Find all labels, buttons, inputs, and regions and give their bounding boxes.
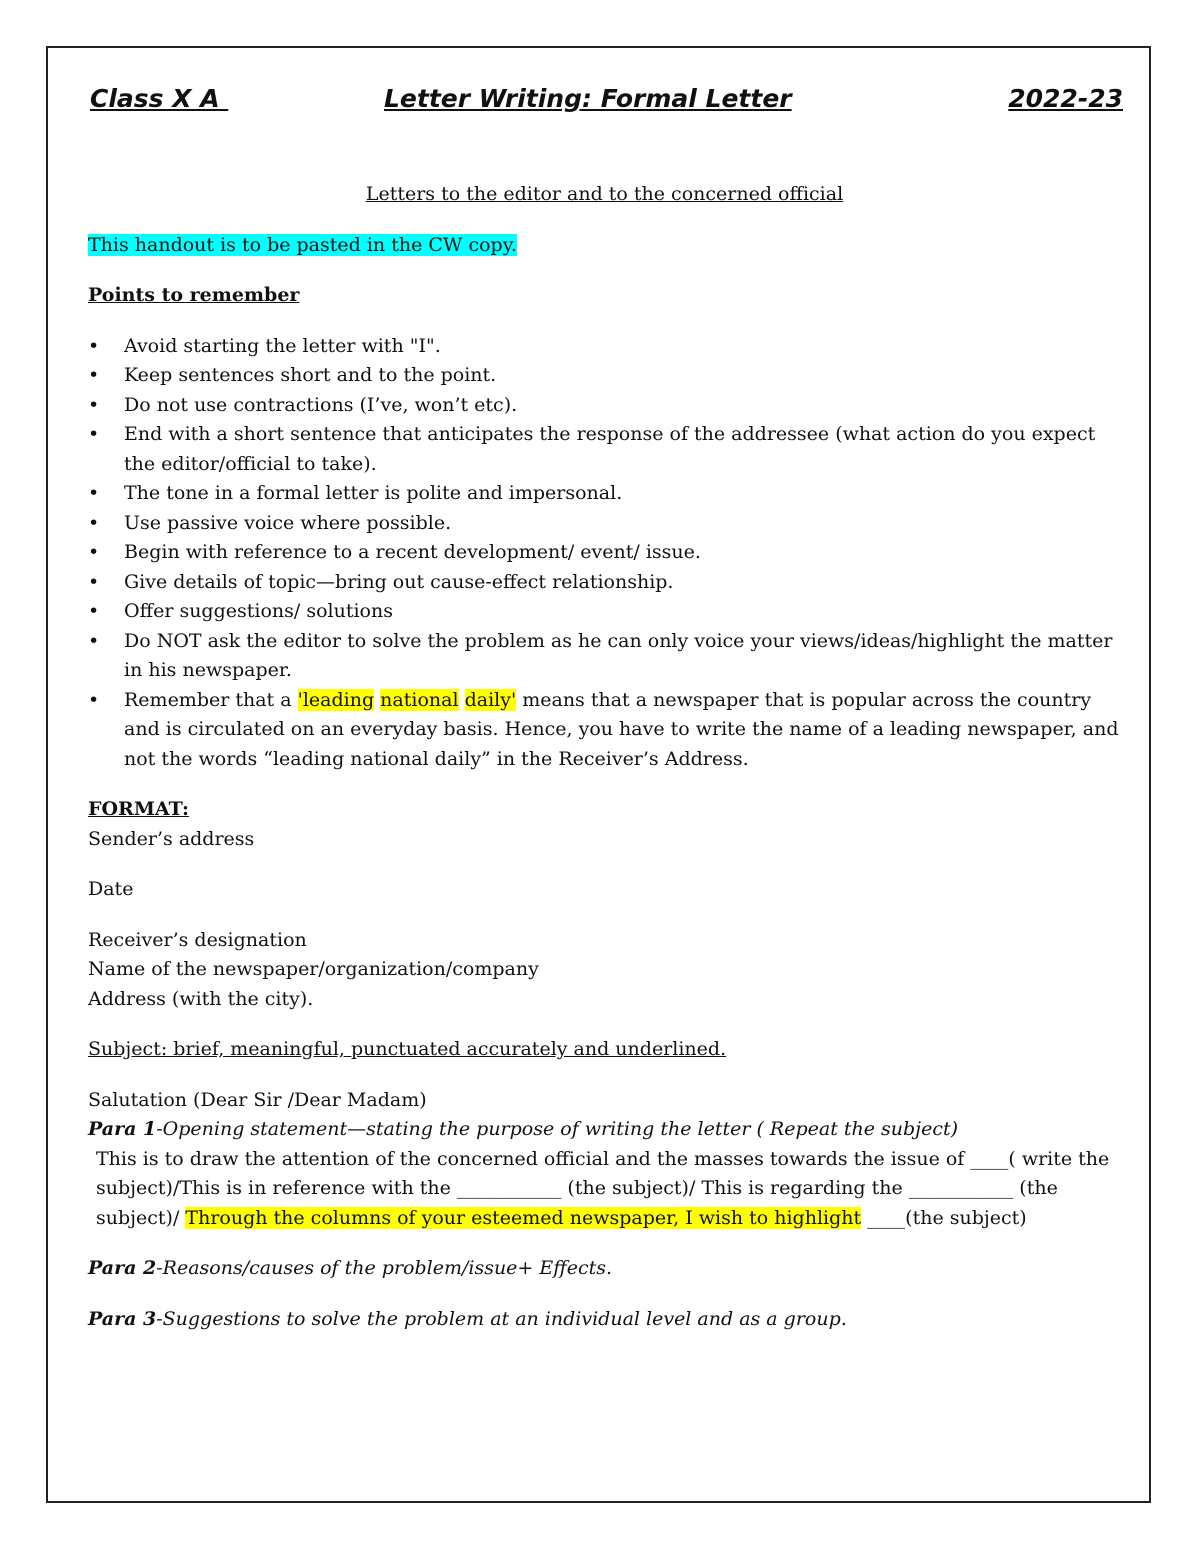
para1-body (88, 1145, 1123, 1234)
spacer (88, 1233, 1123, 1254)
point-text: means that a newspaper that is popular across the country and is circulated on an everyday basis. Hence, you have to write the name of a leading newspaper, and not the words “leading national daily” in the Receiver’s Address. (124, 688, 1119, 770)
format-heading: FORMAT: (88, 798, 190, 820)
spacer (88, 210, 1123, 231)
handout-note (88, 231, 1123, 261)
spacer (88, 774, 1123, 795)
salutation: Salutation (Dear Sir /Dear Madam) (88, 1088, 427, 1111)
list-item: • Begin with reference to a recent development/ event/ issue. (88, 538, 1123, 568)
spacer (88, 854, 1123, 875)
header (88, 84, 1123, 124)
subtitle: Letters to the editor and to the concerned official (365, 183, 844, 205)
list-item (88, 686, 1123, 775)
para3-description: -Suggestions to solve the problem at an individual level and as a group. (156, 1307, 847, 1330)
sender-address: Sender’s address (88, 827, 255, 850)
spacer (88, 1014, 1123, 1035)
list-item: • Give details of topic—bring out cause-effect relationship. (88, 568, 1123, 598)
spacer (88, 311, 1123, 332)
para1-highlight: Through the columns of your esteemed newspaper, I wish to highlight (185, 1206, 862, 1229)
list-item: • Use passive voice where possible. (88, 509, 1123, 539)
para1-end: ____(the subject) (861, 1206, 1027, 1229)
list-item: • Offer suggestions/ solutions (88, 597, 1123, 627)
spacer (88, 1065, 1123, 1086)
spacer (88, 905, 1123, 926)
list-item: • Avoid starting the letter with "I". (88, 332, 1123, 362)
highlight-national: national (380, 688, 459, 711)
list-item: • End with a short sentence that anticipates the response of the addressee (what action do you expect the editor/official to take). (88, 420, 1123, 479)
list-item: • Do not use contractions (I’ve, won’t etc). (88, 391, 1123, 421)
para1-heading (88, 1115, 1123, 1145)
spacer (88, 1284, 1123, 1305)
para3-label: Para 3 (88, 1307, 157, 1330)
points-heading: Points to remember (88, 284, 300, 306)
para2-description: -Reasons/causes of the problem/issue+ Effects. (156, 1257, 613, 1279)
receiver-name: Name of the newspaper/organization/company (88, 958, 539, 980)
para1-body-text: This is to draw the attention of the concerned official and the masses towards the issue of ____( write the subject)/This is in reference with the ___________ (the subject)/ This is regarding the ___________ (the subject)/ (96, 1147, 1110, 1229)
highlight-leading: 'leading (297, 688, 375, 711)
list-item: • Do NOT ask the editor to solve the problem as he can only voice your views/ideas/highlight the matter in his newspaper. (88, 627, 1123, 686)
spacer (88, 260, 1123, 281)
para1-description: -Opening statement—stating the purpose of writing the letter ( Repeat the subject) (156, 1118, 959, 1140)
para1-label: Para 1 (88, 1118, 157, 1140)
handout-note-text: This handout is to be pasted in the CW copy. (88, 233, 517, 256)
subject-line: Subject: brief, meaningful, punctuated accurately and underlined. (88, 1038, 727, 1060)
document-body (88, 84, 1123, 1334)
class-label: Class X A (90, 84, 229, 113)
date-line: Date (88, 878, 134, 900)
academic-year: 2022-23 (1008, 84, 1123, 113)
para2-label: Para 2 (88, 1257, 157, 1279)
receiver-designation: Receiver’s designation (88, 928, 307, 951)
point-text: Remember that a (124, 688, 298, 711)
list-item: • The tone in a formal letter is polite and impersonal. (88, 479, 1123, 509)
para3-heading (88, 1305, 1123, 1335)
highlight-daily: daily' (464, 688, 517, 711)
list-item: • Keep sentences short and to the point. (88, 361, 1123, 391)
receiver-address: Address (with the city). (88, 987, 314, 1010)
document-title: Letter Writing: Formal Letter (384, 84, 792, 113)
para2-heading (88, 1254, 1123, 1284)
points-list (88, 332, 1123, 775)
